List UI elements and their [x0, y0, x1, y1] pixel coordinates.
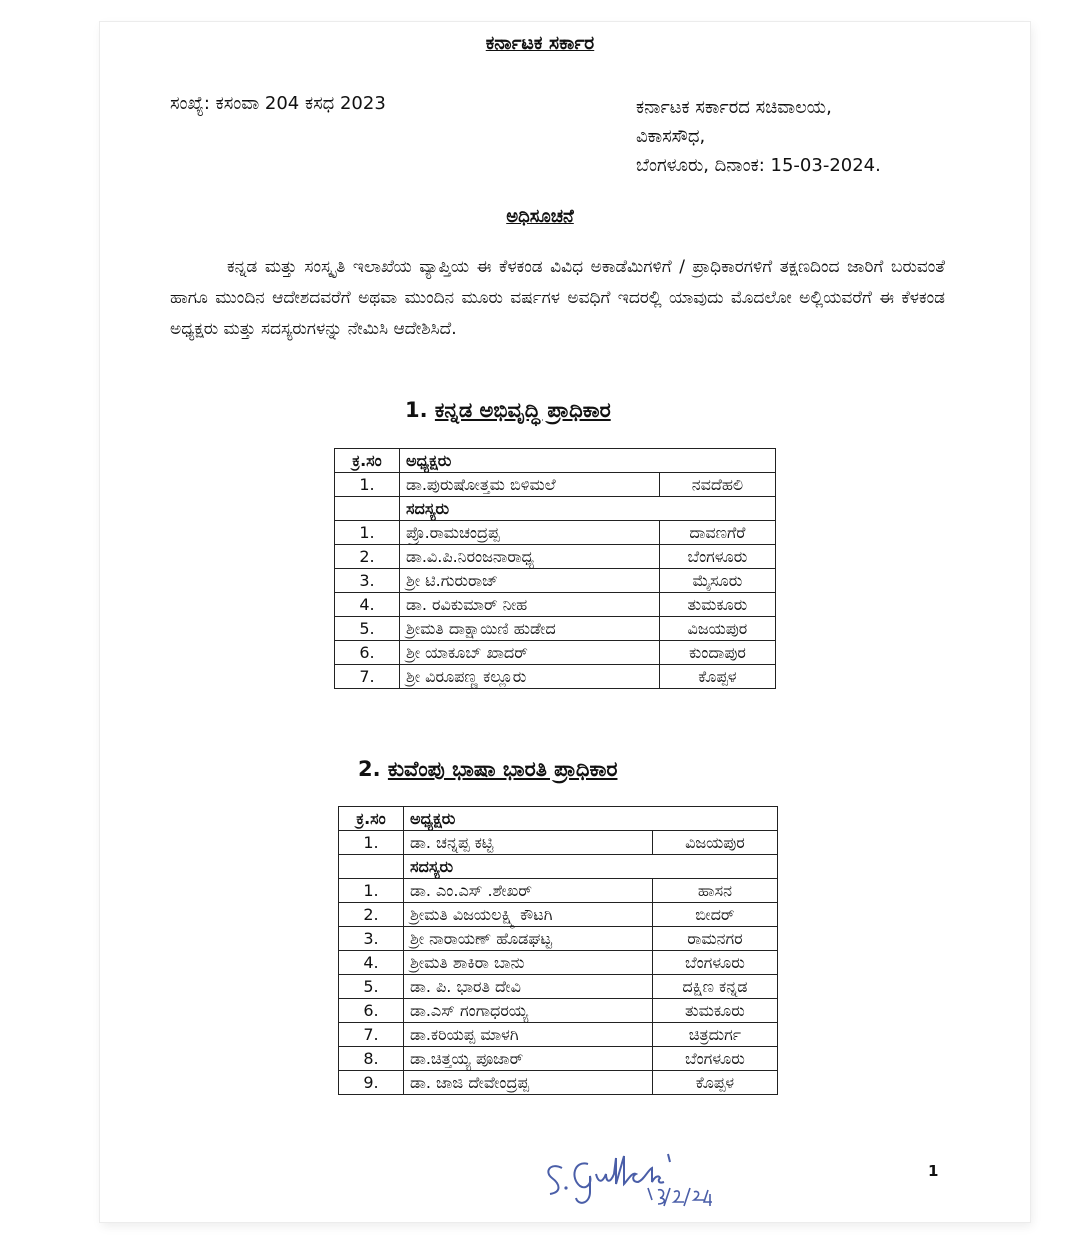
member-place: ಮೈಸೂರು: [659, 569, 775, 593]
table-subheader-row: [339, 855, 778, 879]
chair-heading: ಅಧ್ಯಕ್ಷರು: [400, 449, 776, 473]
sl-no-header: ಕ್ರ.ಸಂ: [335, 449, 400, 473]
member-name: ಡಾ.ಪುರುಷೋತ್ತಮ ಬಿಳಿಮಲೆ: [400, 473, 660, 497]
table-row: [339, 951, 778, 975]
row-number: 2.: [339, 903, 404, 927]
member-place: ವಿಜಯಪುರ: [659, 617, 775, 641]
member-place: ಬೀದರ್: [652, 903, 777, 927]
office-address: [636, 93, 881, 180]
section-heading: [358, 757, 617, 782]
table-row: [335, 473, 776, 497]
table-row: [339, 831, 778, 855]
notification-body: ಕನ್ನಡ ಮತ್ತು ಸಂಸ್ಕೃತಿ ಇಲಾಖೆಯ ವ್ಯಾಪ್ತಿಯ ಈ ಕೆಳಕಂಡ ವಿವಿಧ ಅಕಾಡೆಮಿಗಳಿಗೆ / ಪ್ರಾಧಿಕಾರಗಳಿಗೆ ತಕ್ಷಣದಿಂದ ಜಾರಿಗೆ ಬರುವಂತೆ ಹಾಗೂ ಮುಂದಿನ ಆದೇಶದವರೆಗೆ ಅಥವಾ ಮುಂದಿನ ಮೂರು ವರ್ಷಗಳ ಅವಧಿಗೆ ಇದರಲ್ಲಿ ಯಾವುದು ಮೊದಲೋ ಅಲ್ಲಿಯವರೆಗೆ ಈ ಕೆಳಕಂಡ ಅಧ್ಯಕ್ಷರು ಮತ್ತು ಸದಸ್ಯರುಗಳನ್ನು ನೇಮಿಸಿ ಆದೇಶಿಸಿದೆ.: [170, 257, 945, 339]
row-number: 1.: [339, 879, 404, 903]
row-number: 2.: [335, 545, 400, 569]
address-line: ಕರ್ನಾಟಕ ಸರ್ಕಾರದ ಸಚಿವಾಲಯ,: [636, 97, 832, 118]
member-place: ಹಾಸನ: [652, 879, 777, 903]
member-name: ಶ್ರೀ ನಾರಾಯಣ್ ಹೊಡಘಟ್ಟ: [404, 927, 653, 951]
row-number: 9.: [339, 1071, 404, 1095]
table-header-row: [339, 807, 778, 831]
member-name: ಪ್ರೊ.ರಾಮಚಂದ್ರಪ್ಪ: [400, 521, 660, 545]
table-row: [339, 975, 778, 999]
member-place: ದಾವಣಗೆರೆ: [659, 521, 775, 545]
row-number: 1.: [339, 831, 404, 855]
member-place: ಬೆಂಗಳೂರು: [652, 1047, 777, 1071]
member-name: ಡಾ. ಜಾಜಿ ದೇವೇಂದ್ರಪ್ಪ: [404, 1071, 653, 1095]
member-place: ಕುಂದಾಪುರ: [659, 641, 775, 665]
row-number: 1.: [335, 521, 400, 545]
section-number: 1.: [405, 398, 428, 422]
row-number: 3.: [339, 927, 404, 951]
member-name: ಡಾ. ಪಿ. ಭಾರತಿ ದೇವಿ: [404, 975, 653, 999]
table-row: [339, 879, 778, 903]
member-place: ನವದೆಹಲಿ: [659, 473, 775, 497]
table-row: [335, 545, 776, 569]
row-number: 3.: [335, 569, 400, 593]
table-row: [335, 617, 776, 641]
member-place: ಬೆಂಗಳೂರು: [659, 545, 775, 569]
table-row: [339, 1047, 778, 1071]
row-number: 4.: [339, 951, 404, 975]
sl-no-header: ಕ್ರ.ಸಂ: [339, 807, 404, 831]
table-row: [335, 641, 776, 665]
table-row: [339, 1023, 778, 1047]
member-place: ಕೊಪ್ಪಳ: [659, 665, 775, 689]
table-row: [335, 521, 776, 545]
member-place: ರಾಮನಗರ: [652, 927, 777, 951]
member-name: ಡಾ. ಎಂ.ಎಸ್ .ಶೇಖರ್: [404, 879, 653, 903]
table-row: [335, 569, 776, 593]
member-name: ಡಾ. ಚನ್ನಪ್ಪ ಕಟ್ಟಿ: [404, 831, 653, 855]
member-name: ಡಾ. ರವಿಕುಮಾರ್ ನೀಹ: [400, 593, 660, 617]
member-place: ತುಮಕೂರು: [659, 593, 775, 617]
section-heading: [405, 398, 611, 423]
members-table: [338, 806, 778, 1095]
table-row: [335, 593, 776, 617]
signature: [540, 1148, 740, 1210]
section-title: ಕನ್ನಡ ಅಭಿವೃದ್ಧಿ ಪ್ರಾಧಿಕಾರ: [434, 398, 611, 422]
member-name: ಶ್ರೀಮತಿ ಶಾಕಿರಾ ಬಾನು: [404, 951, 653, 975]
row-number: 5.: [339, 975, 404, 999]
row-number: 4.: [335, 593, 400, 617]
row-number: 6.: [339, 999, 404, 1023]
members-heading: ಸದಸ್ಯರು: [400, 497, 776, 521]
table-row: [339, 927, 778, 951]
section-title: ಕುವೆಂಪು ಭಾಷಾ ಭಾರತಿ ಪ್ರಾಧಿಕಾರ: [387, 757, 618, 781]
row-number: 7.: [339, 1023, 404, 1047]
row-number: 8.: [339, 1047, 404, 1071]
row-number: 1.: [335, 473, 400, 497]
member-place: ಬೆಂಗಳೂರು: [652, 951, 777, 975]
member-name: ಶ್ರೀ ಯಾಕೂಬ್ ಖಾದರ್: [400, 641, 660, 665]
member-place: ದಕ್ಷಿಣ ಕನ್ನಡ: [652, 975, 777, 999]
section-number: 2.: [358, 757, 381, 781]
member-name: ಡಾ.ವಿ.ಪಿ.ನಿರಂಜನಾರಾಧ್ಯ: [400, 545, 660, 569]
table-row: [339, 1071, 778, 1095]
government-title: ಕರ್ನಾಟಕ ಸರ್ಕಾರ: [485, 32, 595, 54]
row-number: 7.: [335, 665, 400, 689]
row-number: 5.: [335, 617, 400, 641]
address-line: ವಿಕಾಸಸೌಧ,: [636, 126, 706, 147]
member-name: ಡಾ.ಕರಿಯಪ್ಪ ಮಾಳಗಿ: [404, 1023, 653, 1047]
page-number: 1: [928, 1162, 939, 1180]
member-name: ಶ್ರೀಮತಿ ವಿಜಯಲಕ್ಷ್ಮಿ ಕೌಟಗಿ: [404, 903, 653, 927]
member-place: ಕೊಪ್ಪಳ: [652, 1071, 777, 1095]
notification-title: ಅಧಿಸೂಚನೆ: [506, 206, 574, 227]
member-place: ಚಿತ್ರದುರ್ಗ: [652, 1023, 777, 1047]
member-place: ವಿಜಯಪುರ: [652, 831, 777, 855]
member-name: ಶ್ರೀಮತಿ ದಾಕ್ಷಾಯಿಣಿ ಹುಡೇದ: [400, 617, 660, 641]
table-subheader-row: [335, 497, 776, 521]
members-table: [334, 448, 776, 689]
chair-heading: ಅಧ್ಯಕ್ಷರು: [404, 807, 778, 831]
row-number: 6.: [335, 641, 400, 665]
member-name: ಶ್ರೀ ವಿರೂಪಣ್ಣ ಕಲ್ಲೂರು: [400, 665, 660, 689]
member-place: ತುಮಕೂರು: [652, 999, 777, 1023]
member-name: ಡಾ.ಚಿತ್ತಯ್ಯ ಪೂಜಾರ್: [404, 1047, 653, 1071]
member-name: ಡಾ.ಎಸ್ ಗಂಗಾಧರಯ್ಯ: [404, 999, 653, 1023]
table-row: [335, 665, 776, 689]
address-date-line: ಬೆಂಗಳೂರು, ದಿನಾಂಕ: 15-03-2024.: [636, 155, 881, 176]
table-row: [339, 903, 778, 927]
order-number: ಸಂಖ್ಯೆ: ಕಸಂವಾ 204 ಕಸಧ 2023: [170, 93, 386, 114]
member-name: ಶ್ರೀ ಟಿ.ಗುರುರಾಜ್: [400, 569, 660, 593]
members-heading: ಸದಸ್ಯರು: [404, 855, 778, 879]
table-row: [339, 999, 778, 1023]
table-header-row: [335, 449, 776, 473]
